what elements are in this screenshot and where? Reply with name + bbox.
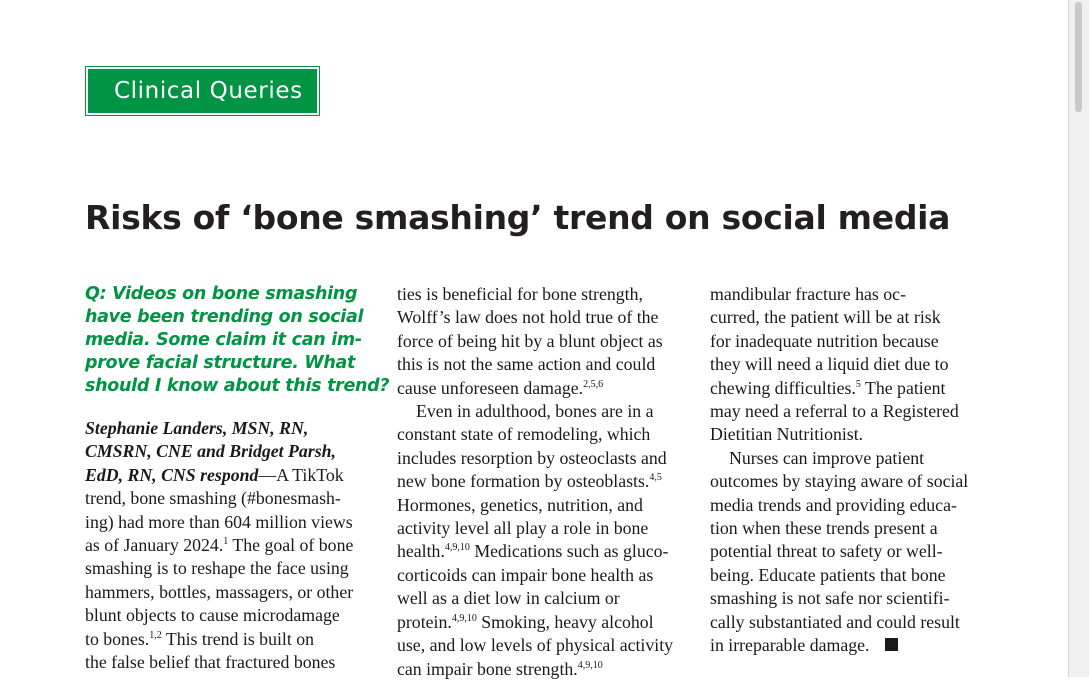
section-badge [85,66,320,116]
body-line [710,377,1010,400]
body-line: may need a referral to a Registered [710,401,959,422]
body-line: smashing is not safe nor scientifi- [710,588,950,609]
body-line: for inadequate nutrition because [710,330,939,351]
body-line [397,470,693,493]
body-line [397,611,693,634]
citation-ref: 1,2 [149,629,162,641]
body-line: activity level all play a role in bone [397,518,649,539]
question-line: have been trending on social [85,307,364,327]
body-line: Dietitian Nutritionist. [710,424,864,445]
body-text: cause unforeseen damage. [397,377,584,398]
citation-ref: 5 [855,378,861,390]
article-title: Risks of ‘bone smashing’ trend on social media [85,198,951,237]
body-line [85,534,380,557]
citation-ref: 2,5,6 [583,378,604,390]
body-line: they will need a liquid diet due to [710,354,949,375]
body-line: being. Educate patients that bone [710,564,946,585]
body-text: The patient [860,377,946,398]
body-text: can impair bone strength. [397,658,578,679]
body-line: tion when these trends present a [710,518,938,539]
body-text: to bones. [85,628,150,649]
body-line: hammers, bottles, massagers, or other [85,581,354,602]
body-line [397,540,693,563]
body-line: the false belief that fractured bones [85,652,336,673]
body-text: This trend is built on [161,628,315,649]
body-line [397,658,693,681]
body-line: trend, bone smashing (#bonesmash- [85,488,341,509]
scrollbar-thumb[interactable] [1075,2,1082,112]
body-line: includes resorption by osteoclasts and [397,447,667,468]
column-2 [397,283,693,681]
scrollbar-track[interactable] [1068,0,1089,677]
author-line: CMSRN, CNE and Bridget Parsh, [85,441,336,462]
author-line: Stephanie Landers, MSN, RN, [85,418,309,438]
body-line: cally substantiated and could result [710,611,960,632]
citation-ref: 4,9,10 [451,612,477,624]
body-text: new bone formation by osteoblasts. [397,471,650,492]
body-text: —A TikTok [258,464,344,485]
column-1 [85,283,390,674]
body-line: outcomes by staying aware of social [710,471,969,492]
body-line: Hormones, genetics, nutrition, and [397,494,643,515]
body-text: health. [397,541,445,562]
author-credentials: EdD, RN, CNS respond [85,464,259,485]
body-line: Wolff’s law does not hold true of the [397,307,659,328]
body-text: protein. [397,611,452,632]
body-line [710,634,1010,657]
question-line: media. Some claim it can im- [85,330,362,350]
body-line: use, and low levels of physical activity [397,635,674,656]
section-badge-label: Clinical Queries [88,69,317,113]
body-line [85,464,380,487]
body-line: well as a diet low in calcium or [397,588,620,609]
body-line: ing) had more than 604 million views [85,511,353,532]
citation-ref: 4,5 [649,472,662,484]
body-line: constant state of remodeling, which [397,424,651,445]
body-line: this is not the same action and could [397,354,656,375]
body-line: curred, the patient will be at risk [710,307,941,328]
question-block [85,283,390,398]
body-text: as of January 2024. [85,535,224,556]
answer-block [85,417,380,674]
body-line: media trends and providing educa- [710,494,957,515]
citation-ref: 4,9,10 [577,659,603,671]
body-text: The goal of bone [228,535,354,556]
citation-ref: 4,9,10 [444,542,470,554]
body-text: Medications such as gluco- [469,541,669,562]
body-line: ties is beneficial for bone strength, [397,284,643,304]
body-text: Smoking, heavy alcohol [476,611,654,632]
question-line: should I know about this trend? [85,376,390,396]
body-line: force of being hit by a blunt object as [397,330,663,351]
citation-ref: 1 [223,536,229,548]
body-text: chewing difficulties. [710,377,856,398]
body-text: in irreparable damage. [710,635,870,656]
question-line: prove facial structure. What [85,353,356,373]
body-line: potential threat to safety or well- [710,541,943,562]
body-line: corticoids can impair bone health as [397,564,654,585]
body-line [85,628,380,651]
body-line: Even in adulthood, bones are in a [416,401,654,422]
spacer [85,398,380,417]
body-line [397,377,693,400]
column-3 [710,283,1010,658]
body-line: blunt objects to cause microdamage [85,605,340,626]
question-line: Q: Videos on bone smashing [85,284,358,304]
body-line: Nurses can improve patient [729,447,925,468]
end-of-article-mark [885,638,898,651]
body-line: mandibular fracture has oc- [710,284,906,304]
body-line: smashing is to reshape the face using [85,558,349,579]
